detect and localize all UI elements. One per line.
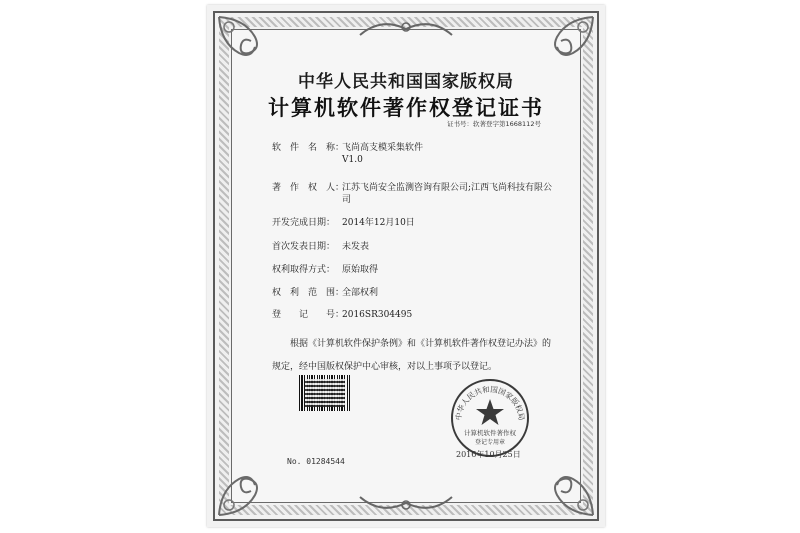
field-value: 未发表 <box>342 242 370 252</box>
field-label: 软 件 名 称： <box>272 143 345 153</box>
field-registration-number <box>272 309 413 321</box>
field-value-line2: V1.0 <box>342 155 363 165</box>
field-value: 2014年12月10日 <box>342 218 415 228</box>
certificate-paper <box>207 5 605 527</box>
corner-ornament-top-right <box>535 13 597 75</box>
seal-line-2: 登记专用章 <box>474 439 506 446</box>
serial-prefix: No. <box>287 457 302 466</box>
field-value-line2: 司 <box>342 195 352 205</box>
serial-number <box>287 457 345 466</box>
certificate-title: 计算机软件著作权登记证书 <box>268 95 544 120</box>
corner-ornament-top-left <box>215 13 277 75</box>
field-value: 飞尚高支模采集软件 <box>342 143 424 153</box>
field-first-publish-date <box>272 241 370 253</box>
field-label: 权 利 范 围： <box>272 288 345 298</box>
field-software-name <box>272 142 424 165</box>
field-label: 权利取得方式： <box>272 265 336 275</box>
seal-date: 2016年10月25日 <box>456 450 521 459</box>
field-label: 开发完成日期： <box>272 218 336 228</box>
field-label: 登 记 号： <box>272 310 345 320</box>
statement-line-2: 规定，经中国版权保护中心审核，对以上事项予以登记。 <box>272 362 498 372</box>
field-rights-scope <box>272 287 379 299</box>
field-acquisition-method <box>272 264 379 276</box>
qr-code <box>305 379 345 407</box>
seal-ring-text: 中华人民共和国国家版权局 <box>453 384 527 421</box>
field-value: 全部权利 <box>342 288 379 298</box>
barcode <box>299 375 351 411</box>
certificate-number-value: 软著登字第1668112号 <box>473 120 541 128</box>
field-value: 原始取得 <box>342 265 379 275</box>
issuer-title: 中华人民共和国国家版权局 <box>298 72 514 92</box>
field-label: 首次发表日期： <box>272 242 336 252</box>
field-label: 著 作 权 人： <box>272 183 345 193</box>
seal-line-1: 计算机软件著作权 <box>464 429 516 437</box>
corner-ornament-bottom-left <box>215 457 277 519</box>
top-center-ornament <box>356 15 456 41</box>
bottom-center-ornament <box>356 491 456 517</box>
certificate-number-label: 证书号： <box>447 120 473 128</box>
certificate-number <box>447 119 541 128</box>
field-value: 2016SR304495 <box>342 310 413 320</box>
statement-line-1: 根据《计算机软件保护条例》和《计算机软件著作权登记办法》的 <box>272 339 552 349</box>
field-value: 江苏飞尚安全监测咨询有限公司;江西飞尚科技有限公 <box>342 183 553 193</box>
corner-ornament-bottom-right <box>535 457 597 519</box>
official-seal <box>449 377 531 459</box>
seal-star-icon <box>476 399 504 425</box>
serial-value: 01284544 <box>306 457 345 466</box>
field-completion-date <box>272 217 415 229</box>
field-copyright-owner <box>272 182 553 205</box>
